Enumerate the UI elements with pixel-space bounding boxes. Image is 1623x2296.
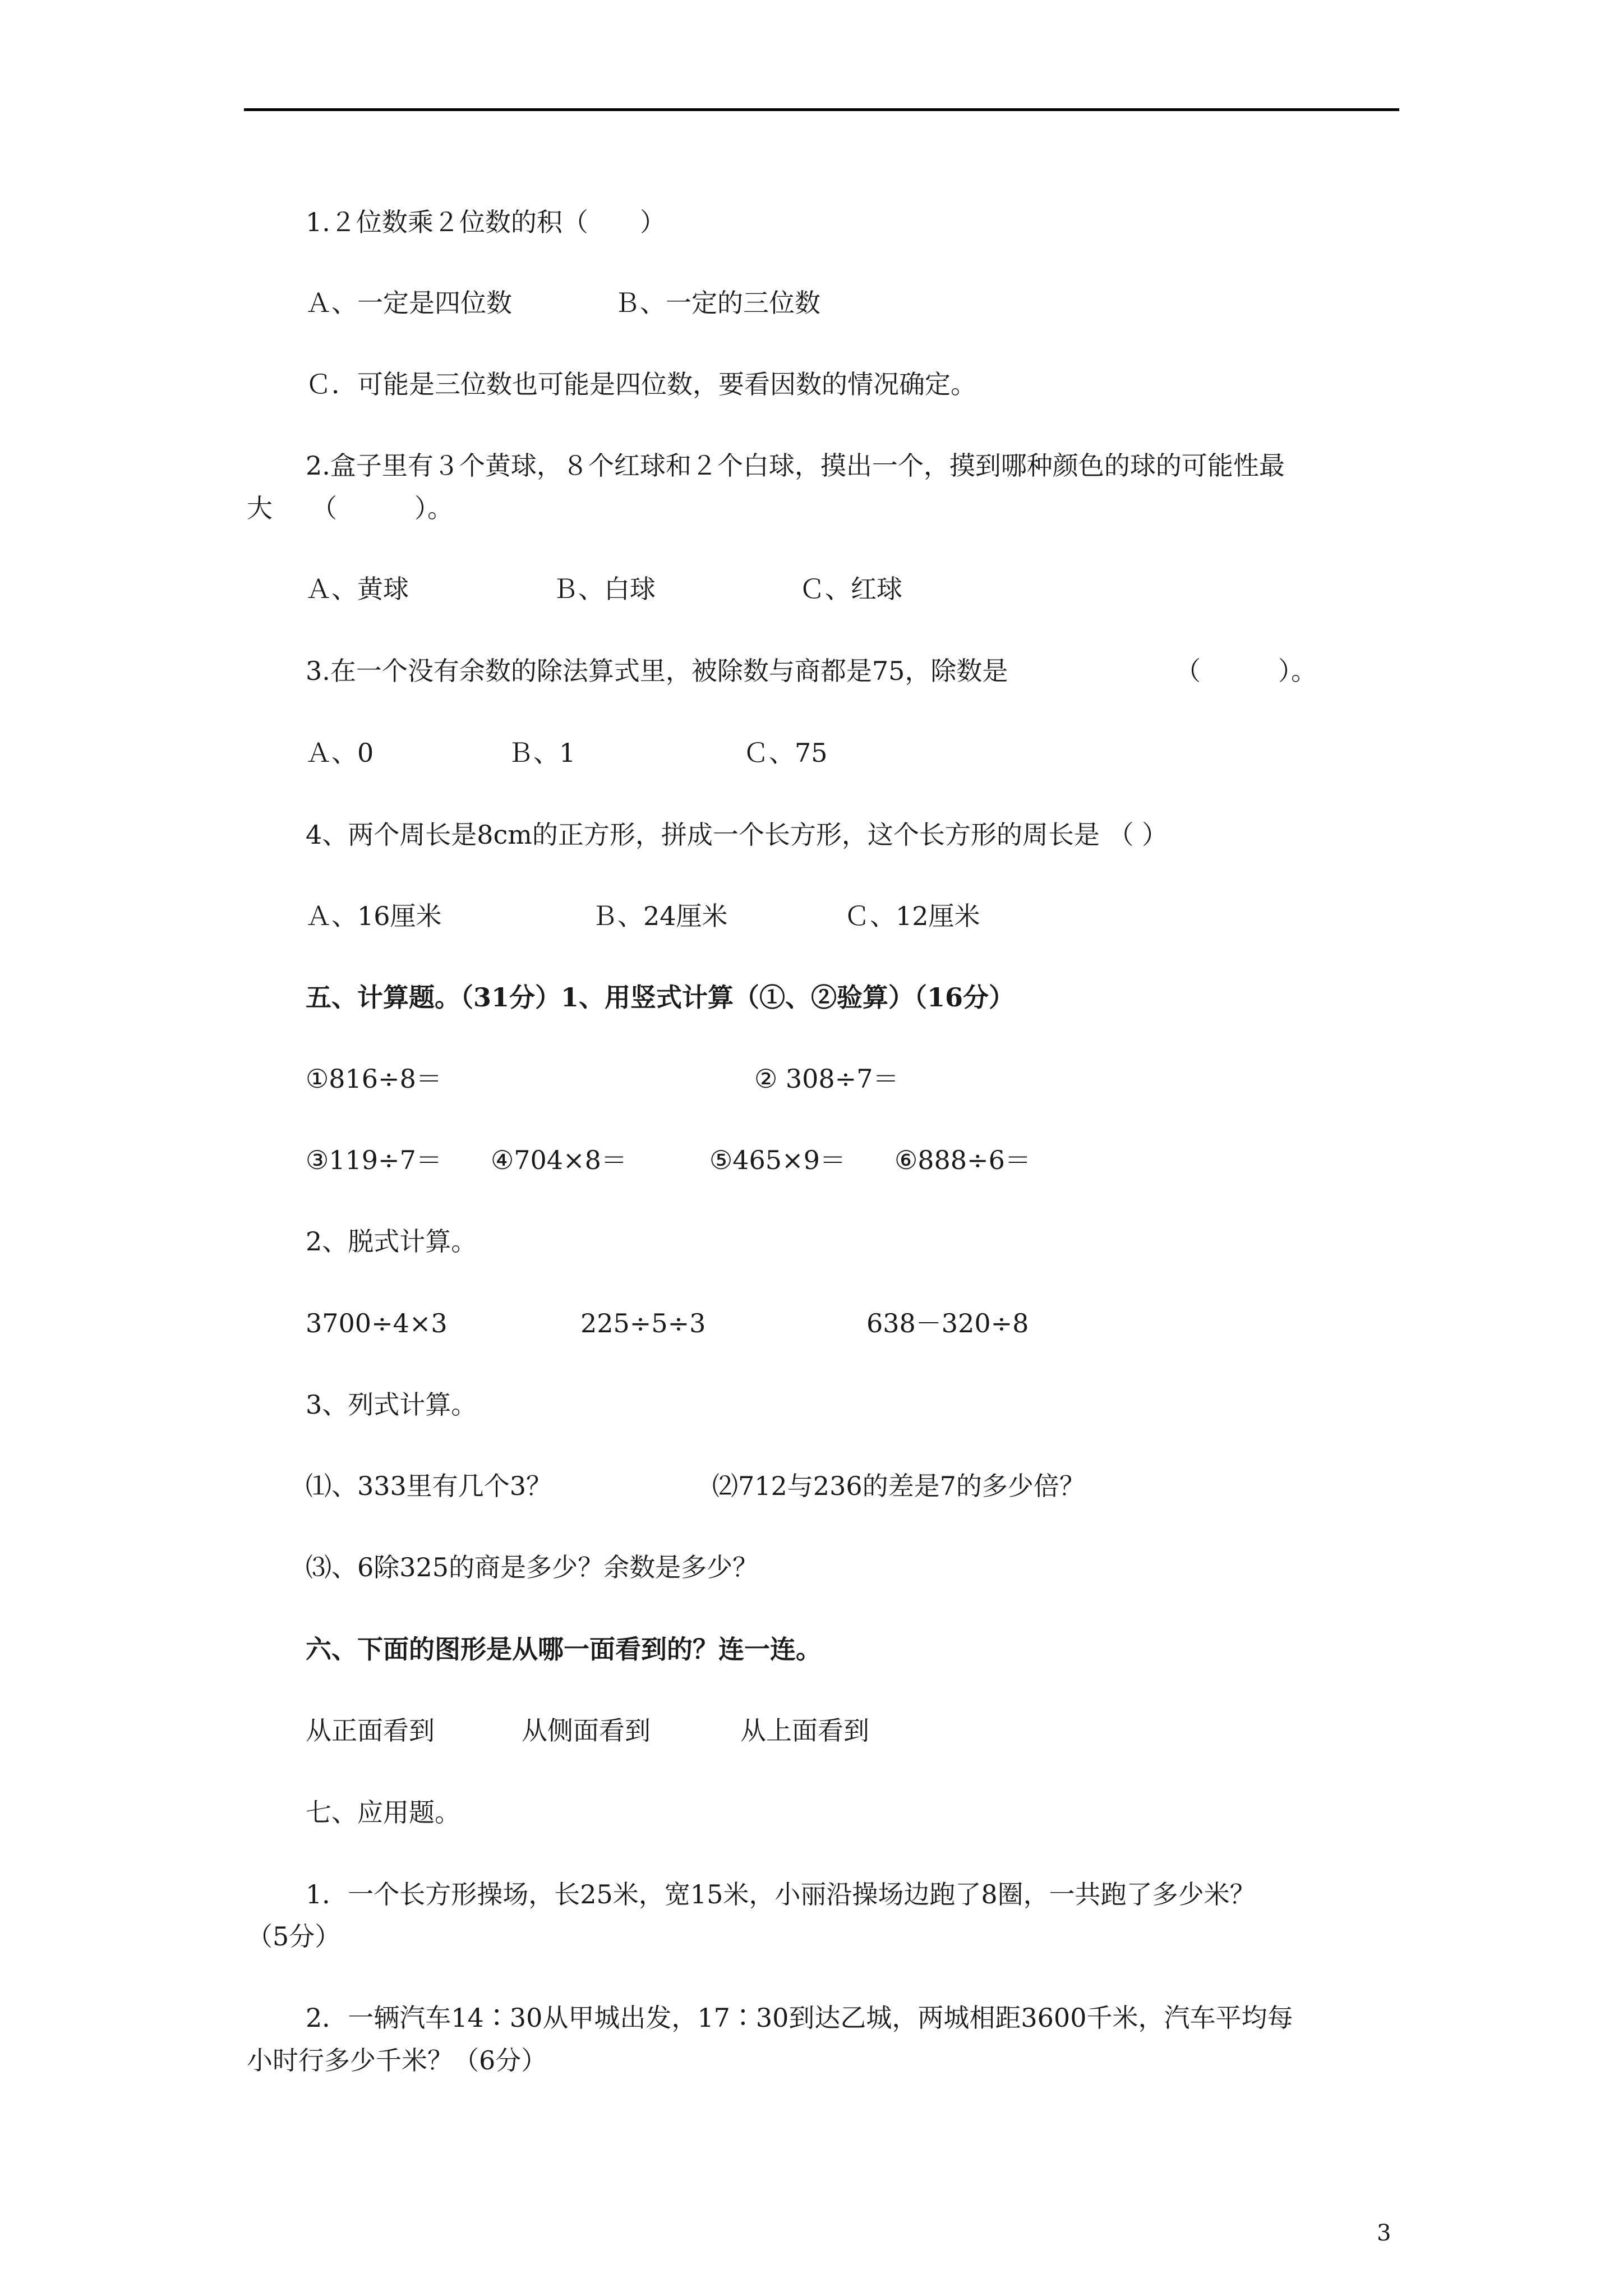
calc-4: ④704×8＝ [491, 1145, 627, 1175]
list-calc-3: ⑶、6除325的商是多少？余数是多少？ [306, 1552, 759, 1582]
calc-2: ② 308÷7＝ [754, 1064, 899, 1094]
q2-option-c: Ｃ、红球 [799, 574, 902, 604]
part-2-title: 2、脱式计算。 [306, 1226, 477, 1257]
expr-2: 225÷5÷3 [580, 1308, 706, 1338]
q1-option-b: Ｂ、一定的三位数 [614, 288, 820, 318]
header-rule [244, 108, 1399, 111]
app-q2-line1: 2．一辆汽车14∶30从甲城出发，17∶30到达乙城，两城相距3600千米，汽车平均每 [306, 2003, 1293, 2033]
app-q1-line2: （5分） [247, 1921, 341, 1952]
q3-option-b: Ｂ、1 [508, 738, 576, 768]
expr-row [306, 1306, 1427, 1340]
expr-3: 638－320÷8 [866, 1308, 1029, 1338]
app-q1-line1: 1．一个长方形操场，长25米，宽15米，小丽沿操场边跑了8圈，一共跑了多少米？ [306, 1879, 1256, 1910]
list-row [306, 1469, 1427, 1503]
q1-options-row [306, 286, 1427, 320]
calc-6: ⑥888÷6＝ [895, 1145, 1031, 1175]
q3-option-a: Ａ、0 [306, 738, 374, 768]
app-q2-line2: 小时行多少千米？（6分） [247, 2045, 547, 2076]
part-3-title: 3、列式计算。 [306, 1389, 477, 1420]
q2-stem-line2: 大 （ ）。 [247, 493, 453, 523]
view-front-label: 从正面看到 [306, 1715, 435, 1746]
view-labels-row [306, 1714, 1427, 1747]
q4-option-b: Ｂ、24厘米 [592, 901, 728, 931]
q2-stem-line1: 2.盒子里有３个黄球，８个红球和２个白球，摸出一个，摸到哪种颜色的球的可能性最 [306, 450, 1285, 481]
q4-option-a: Ａ、16厘米 [306, 901, 442, 931]
section-6-title: 六、下面的图形是从哪一面看到的？连一连。 [306, 1634, 822, 1664]
calc-1: ①816÷8＝ [306, 1064, 442, 1094]
calc-3: ③119÷7＝ [306, 1145, 442, 1175]
view-top-label: 从上面看到 [740, 1715, 869, 1746]
q3-blank: （ ）。 [1175, 656, 1317, 686]
calc-5: ⑤465×9＝ [709, 1145, 846, 1175]
list-calc-1: ⑴、333里有几个3？ [306, 1471, 552, 1501]
q4-option-c: Ｃ、12厘米 [844, 901, 980, 931]
list-calc-2: ⑵712与236的差是7的多少倍？ [712, 1471, 1085, 1501]
section-5-title: 五、计算题。（31分）1、用竖式计算（①、②验算）（16分） [306, 982, 1015, 1013]
q3-stem: 3.在一个没有余数的除法算式里，被除数与商都是75，除数是 [306, 656, 1008, 686]
q3-stem-row [306, 654, 1427, 688]
calc-row-2 [306, 1143, 1427, 1177]
section-7-title: 七、应用题。 [306, 1797, 460, 1828]
page-number: 3 [1377, 2220, 1391, 2246]
q4-stem: 4、两个周长是8cm的正方形，拼成一个长方形，这个长方形的周长是 （ ） [306, 820, 1168, 850]
q3-option-c: Ｃ、75 [743, 738, 828, 768]
q1-stem: 1.２位数乘２位数的积（ ） [306, 207, 666, 237]
view-side-label: 从侧面看到 [522, 1715, 651, 1746]
q1-option-a: Ａ、一定是四位数 [306, 288, 512, 318]
q2-option-a: Ａ、黄球 [306, 574, 409, 604]
q1-option-c: Ｃ．可能是三位数也可能是四位数，要看因数的情况确定。 [306, 369, 976, 399]
expr-1: 3700÷4×3 [306, 1308, 448, 1338]
q2-options-row [306, 572, 1427, 606]
q2-option-b: Ｂ、白球 [552, 574, 656, 604]
calc-row-1 [306, 1062, 1427, 1096]
q4-options-row [306, 899, 1427, 933]
q3-options-row [306, 736, 1427, 770]
